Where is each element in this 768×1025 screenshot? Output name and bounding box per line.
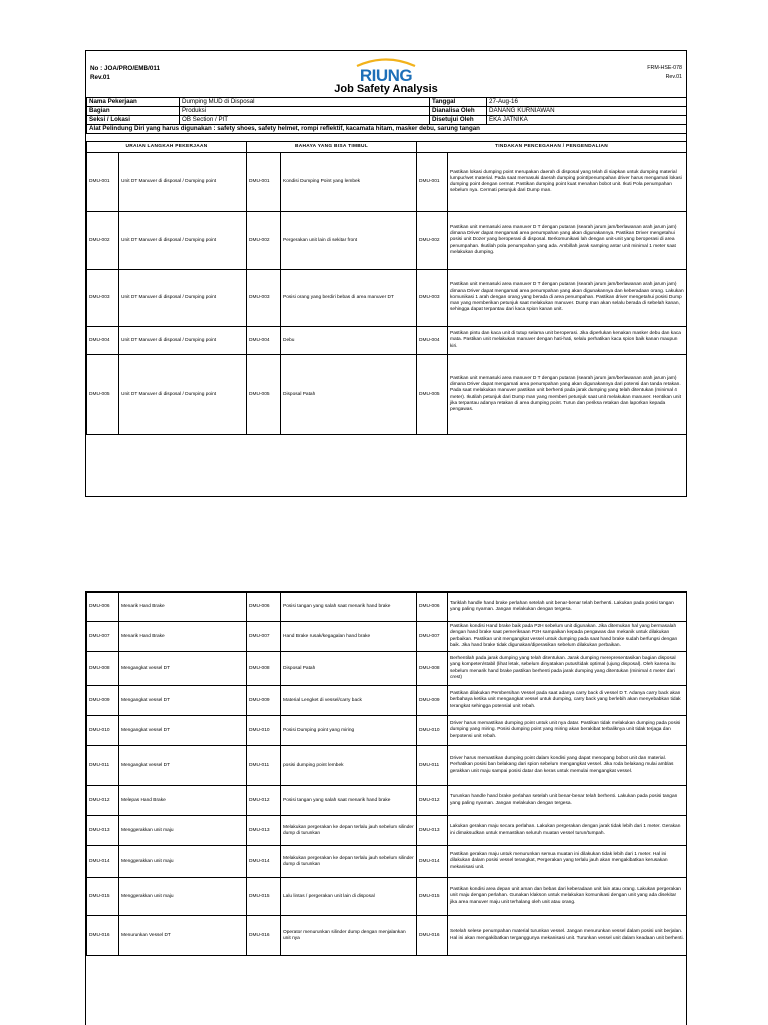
hazard-description: Kondisi Dumping Point yang lembek bbox=[281, 153, 417, 212]
control-code: DMU-013 bbox=[417, 816, 448, 846]
step-code: DMU-005 bbox=[87, 355, 119, 435]
svg-text:RIUNG: RIUNG bbox=[359, 66, 413, 85]
control-code: DMU-003 bbox=[417, 270, 448, 327]
hazard-description: Posisi Dumping point yang miring bbox=[281, 716, 417, 746]
analyzed-by-label: Dianalisa Oleh bbox=[430, 107, 487, 116]
table-row bbox=[87, 270, 687, 327]
control-code: DMU-001 bbox=[417, 153, 448, 212]
step-code: DMU-004 bbox=[87, 327, 119, 355]
step-description: Menggerakkan unit maju bbox=[119, 816, 247, 846]
control-code: DMU-012 bbox=[417, 786, 448, 816]
column-header-controls: TINDAKAN PENCEGAHAN / PENGENDALIAN bbox=[417, 142, 687, 153]
hazard-description: Disposal Patah bbox=[281, 652, 417, 686]
step-description: Mengangkat vessel DT bbox=[119, 686, 247, 716]
control-description: Pastikan pintu dan kaca unit di tutup selama unit beroperasi. Jika diperlukan kenakan masker debu dan kaca mata. Pastikan unit melakukan manuver dengan hati-hati, selalu perhatikan kaca spion baik kanan maupun kiri. bbox=[448, 327, 687, 355]
table-row bbox=[87, 716, 687, 746]
hazard-description: Melakukan pergerakan ke depan terlalu jauh sebelum silinder dump di turunkan bbox=[281, 816, 417, 846]
control-description: Driver harus memastikan dumping point untuk unit nya datar. Pastikan tidak melakukan dumping pada posisi dumping yang miring. Posisi dumping point yang miring akan berakibat terbaliknya unit tidak terjaga dan berpotensi unit rebah. bbox=[448, 716, 687, 746]
step-description: Unit DT Manuver di disposal / Dumping point bbox=[119, 270, 247, 327]
step-code: DMU-012 bbox=[87, 786, 119, 816]
hazard-code: DMU-002 bbox=[247, 212, 281, 270]
control-description: Driver harus memastikan dumping point dalam kondisi yang dapat menopang bobot unit dan material. Perhatikan posisi ban belakang dari spion sebelum mengangkat vessel. Jika roda belakang mulai amblas gerakkan unit maju sampai posisi datar dan keras untuk memulai mengangkat vessel. bbox=[448, 746, 687, 786]
jsa-table-page-1 bbox=[86, 141, 687, 435]
control-description: Pastikan kondisi area depan unit aman dan bebas dari keberadaan unit lain atau orang. Lakukan pergerakan unit maju dengan perlahan. Gunakan klakson untuk melakukan komunikasi dengan unit yang ada disekitar jika area manuver maju unit terhalang oleh unit atau orang. bbox=[448, 878, 687, 916]
hazard-code: DMU-008 bbox=[247, 652, 281, 686]
hazard-code: DMU-004 bbox=[247, 327, 281, 355]
hazard-code: DMU-012 bbox=[247, 786, 281, 816]
step-code: DMU-010 bbox=[87, 716, 119, 746]
department-label: Bagian bbox=[87, 107, 180, 116]
control-code: DMU-008 bbox=[417, 652, 448, 686]
control-code: DMU-009 bbox=[417, 686, 448, 716]
step-code: DMU-002 bbox=[87, 212, 119, 270]
control-description: Turunkan handle hand brake perlahan setelah unit benar-benar telah berhenti. Lakukan pada posisi tangan yang paling nyaman. Jangan melakukan dengan tergesa. bbox=[448, 786, 687, 816]
table-row bbox=[87, 622, 687, 652]
jsa-table-page-2 bbox=[86, 592, 687, 956]
column-header-hazards: BAHAYA YANG BISA TIMBUL bbox=[247, 142, 417, 153]
hazard-description: Material Lengket di vessel/carry back bbox=[281, 686, 417, 716]
approved-by-label: Disetujui Oleh bbox=[430, 116, 487, 125]
date-value: 27-Aug-16 bbox=[487, 98, 687, 107]
hazard-code: DMU-013 bbox=[247, 816, 281, 846]
table-row bbox=[87, 686, 687, 716]
step-code: DMU-001 bbox=[87, 153, 119, 212]
control-description: Tariklah handle hand brake perlahan setelah unit benar-benar telah berhenti. Lakukan pada posisi tangan yang paling nyaman. Jangan melakukan dengan tergesa. bbox=[448, 593, 687, 622]
riung-logo bbox=[351, 57, 421, 85]
step-description: Menggerakkan unit maju bbox=[119, 846, 247, 878]
step-description: Unit DT Manuver di disposal / Dumping point bbox=[119, 327, 247, 355]
document-revision: Rev.01 bbox=[90, 74, 110, 81]
control-description: Pastikan kondisi Hand brake baik pada P2H sebelum unit digunakan. Jika ditemukan hal yang bermasalah dengan hand brake saat pemeriksaan P2H sampaikan kepada pengawas dan mekanik untuk dilakukan perbaikan. Pastikan unit mengangkat vessel untuk dumping pada saat hand brake sudah berfungsi dengan baik. Jika hand brake tidak digunakan/diperasikan sebelum dilakukan perbaikan. bbox=[448, 622, 687, 652]
jsa-page-2 bbox=[85, 591, 687, 1025]
jsa-page-1 bbox=[85, 50, 687, 497]
control-description: Pastikan unit memasuki area manuver D T dengan putaran (searah jarum jam/berlawanan arah jarum jam) dimana Driver dapat mengamati area penumpahan yang akan digunakannya dan keberadaan orang. Lakukan komunikasi 1 arah dengan orang yang berada di area penumpahan. Pastikan driver mengetahui posisi Dump man yang memberikan petunjuk saat melakukan manuver. Dump man akan selalu berada di sebelah kanan, sehingga dapat terpantau dari kaca spion kanan unit. bbox=[448, 270, 687, 327]
control-code: DMU-014 bbox=[417, 846, 448, 878]
hazard-description: Posisi orang yang berdiri bebas di area manuver DT bbox=[281, 270, 417, 327]
step-code: DMU-008 bbox=[87, 652, 119, 686]
step-description: Unit DT Manuver di disposal / Dumping point bbox=[119, 212, 247, 270]
document-header-left bbox=[90, 64, 160, 82]
hazard-description: Posisi tangan yang salah saat menarik hand brake bbox=[281, 593, 417, 622]
control-description: Lakukan gerakan maju secara perlahan. Lakukan pergerakan dengan jarak tidak lebih dari 1 meter. Gerakan ini dimaksudkan untuk memastikan seluruh muatan vessel turun/tumpah. bbox=[448, 816, 687, 846]
step-description: Melepas Hand Brake bbox=[119, 786, 247, 816]
step-code: DMU-013 bbox=[87, 816, 119, 846]
hazard-code: DMU-007 bbox=[247, 622, 281, 652]
control-description: Berhentilah pada jarak dumping yang telah ditentukan. Jarak dumping merepresentasikan bagian disposal yang kompeten/stabil (lihat letak, sebelum dinyatakan putus/tidak optimal (ujung disposal). Oleh karena itu sebelum menarik hand brake pastikan berhenti pada jarak dumping yang ditentukan (minimal 4 meter dari crest) bbox=[448, 652, 687, 686]
control-code: DMU-004 bbox=[417, 327, 448, 355]
hazard-description: Pergerakan unit lain di sekitar front bbox=[281, 212, 417, 270]
table-row bbox=[87, 786, 687, 816]
table-row bbox=[87, 916, 687, 956]
hazard-code: DMU-005 bbox=[247, 355, 281, 435]
step-description: Menggerakkan unit maju bbox=[119, 878, 247, 916]
control-description: Pastikan dilakukan Pembersihan Vessel pada saat adanya carry back di vessel D T. Adanya carry back akan berbahaya ketika unit mengangkat vessel untuk dumping, carry back yang berlebih akan menyebabkan tidak terangkat sehingga potensial unit rebah. bbox=[448, 686, 687, 716]
document-header-right bbox=[647, 64, 682, 82]
control-code: DMU-006 bbox=[417, 593, 448, 622]
step-code: DMU-016 bbox=[87, 916, 119, 956]
hazard-code: DMU-003 bbox=[247, 270, 281, 327]
table-row bbox=[87, 878, 687, 916]
control-description: Pastikan lokasi dumping point merupakan daerah di disposal yang telah di siapkan untuk dumping material lumpur/wet material. Pada saat memasuki daerah dumping point/penumpahan driver harus mengamati lokasi dumping point dengan cermat. Pastikan dumping point kuat menahan bobot unit. Ikuti Pola penumpahan sebelum nya. Cermati petunjuk dari Dump man. bbox=[448, 153, 687, 212]
hazard-description: Posisi tangan yang salah saat menarik hand brake bbox=[281, 786, 417, 816]
hazard-code: DMU-010 bbox=[247, 716, 281, 746]
step-description: Unit DT Manuver di disposal / Dumping point bbox=[119, 355, 247, 435]
table-row bbox=[87, 212, 687, 270]
control-description: Pastikan gerakan maju untuk menurunkan semua muatan ini dilakukan tidak lebih dari 1 meter. Hal ini dilakukan dalam posisi vessel terangkat, Pergerakan yang terlalu jauh akan mengakibatkan kerusakan mekanisasi unit. bbox=[448, 846, 687, 878]
step-description: Menurunkan Vessel DT bbox=[119, 916, 247, 956]
control-code: DMU-002 bbox=[417, 212, 448, 270]
step-code: DMU-003 bbox=[87, 270, 119, 327]
hazard-description: Operator menurunkan silinder dump dengan menjalankan unit nya bbox=[281, 916, 417, 956]
control-code: DMU-007 bbox=[417, 622, 448, 652]
control-description: Pastikan unit memasuki area manuver D T dengan putaran (searah jarum jam/berlawanan arah jarum jam) dimana Driver dapat mengamati area penumpahan yang akan digunakannya. Pastikan Driver mengetahui posisi unit Dozer yang beroperasi di disposal. Berkomunikasi lah dengan unit-unit yang beroperasi di area penumpahan. Ikutilah pola penumpahan yang ada. Ambillah jarak samping antar unit minimal 1 meter saat melakukan dumping. bbox=[448, 212, 687, 270]
section-location-value: OB Section / PIT bbox=[180, 116, 430, 125]
department-value: Produksi bbox=[180, 107, 430, 116]
step-description: Mengangkat vessel DT bbox=[119, 716, 247, 746]
step-code: DMU-014 bbox=[87, 846, 119, 878]
table-row bbox=[87, 816, 687, 846]
step-code: DMU-011 bbox=[87, 746, 119, 786]
job-info-table bbox=[86, 97, 687, 134]
step-code: DMU-009 bbox=[87, 686, 119, 716]
hazard-code: DMU-014 bbox=[247, 846, 281, 878]
job-name-value: Dumping MUD di Disposal bbox=[180, 98, 430, 107]
control-code: DMU-005 bbox=[417, 355, 448, 435]
step-code: DMU-006 bbox=[87, 593, 119, 622]
date-label: Tanggal bbox=[430, 98, 487, 107]
step-code: DMU-015 bbox=[87, 878, 119, 916]
step-description: Mengangkat vessel DT bbox=[119, 652, 247, 686]
table-row bbox=[87, 652, 687, 686]
control-code: DMU-016 bbox=[417, 916, 448, 956]
step-description: Unit DT Manuver di disposal / Dumping point bbox=[119, 153, 247, 212]
hazard-code: DMU-006 bbox=[247, 593, 281, 622]
hazard-code: DMU-009 bbox=[247, 686, 281, 716]
step-description: Mengangkat vessel DT bbox=[119, 746, 247, 786]
hazard-description: Lalu lintas / pergerakan unit lain di disposal bbox=[281, 878, 417, 916]
step-description: Menarik Hand Brake bbox=[119, 593, 247, 622]
hazard-code: DMU-015 bbox=[247, 878, 281, 916]
control-description: Setelah selese penumpahan material turunkan vessel. Jangan menurunkan vessel dalam posisi unit berjalan. Hal ini akan mengakibatkan terganggunya mekanisasi unit. Turunkan vessel unit dalam keadaan unit berhenti. bbox=[448, 916, 687, 956]
hazard-code: DMU-001 bbox=[247, 153, 281, 212]
hazard-description: posisi dumping point lembek bbox=[281, 746, 417, 786]
table-row bbox=[87, 153, 687, 212]
control-code: DMU-015 bbox=[417, 878, 448, 916]
form-code: FRM-HSE-078 bbox=[647, 65, 682, 71]
hazard-description: Disposal Patah bbox=[281, 355, 417, 435]
table-row bbox=[87, 593, 687, 622]
table-row bbox=[87, 355, 687, 435]
control-code: DMU-010 bbox=[417, 716, 448, 746]
hazard-description: Hand Brake rusak/kegagalan hand brake bbox=[281, 622, 417, 652]
form-revision: Rev.01 bbox=[665, 74, 682, 80]
document-number: No : JOA/PRO/EMB/011 bbox=[90, 65, 160, 72]
hazard-code: DMU-016 bbox=[247, 916, 281, 956]
control-code: DMU-011 bbox=[417, 746, 448, 786]
hazard-description: Debu bbox=[281, 327, 417, 355]
step-code: DMU-007 bbox=[87, 622, 119, 652]
hazard-description: Melakukan pergerakan ke depan terlalu jauh sebelum silinder dump di turunkan bbox=[281, 846, 417, 878]
table-row bbox=[87, 846, 687, 878]
section-location-label: Seksi / Lokasi bbox=[87, 116, 180, 125]
analyzed-by-value: DANANG KURNIAWAN bbox=[487, 107, 687, 116]
job-name-label: Nama Pekerjaan bbox=[87, 98, 180, 107]
ppe-requirements: Alat Pelindung Diri yang harus digunakan : safety shoes, safety helmet, rompi reflektif, kacamata hitam, masker debu, sarung tangan bbox=[87, 125, 687, 134]
step-description: Menarik Hand Brake bbox=[119, 622, 247, 652]
document-title: Job Safety Analysis bbox=[334, 83, 438, 95]
approved-by-value: EKA JATNIKA bbox=[487, 116, 687, 125]
table-row bbox=[87, 327, 687, 355]
column-header-steps: URAIAN LANGKAH PEKERJAAN bbox=[87, 142, 247, 153]
table-row bbox=[87, 746, 687, 786]
hazard-code: DMU-011 bbox=[247, 746, 281, 786]
control-description: Pastikan unit memasuki area manuver D T dengan putaran (searah jarum jam/berlawanan arah jarum jam) dimana Driver dapat mengamati area penumpahan yang akan digunakannya dari potensi dan tanda retakan. Pada saat melakukan manuver pastikan unit berhenti pada jarak dumping yang telah ditentukan (minimal 4 meter). Ikutilah petunjuk dari Dump man yang memberi petunjuk saat unit melakukan manuver. Hentikan unit jika terpantau adanya retakan di area dumping point. Turun dan periksa retakan dan laporkan kepada pengawas. bbox=[448, 355, 687, 435]
